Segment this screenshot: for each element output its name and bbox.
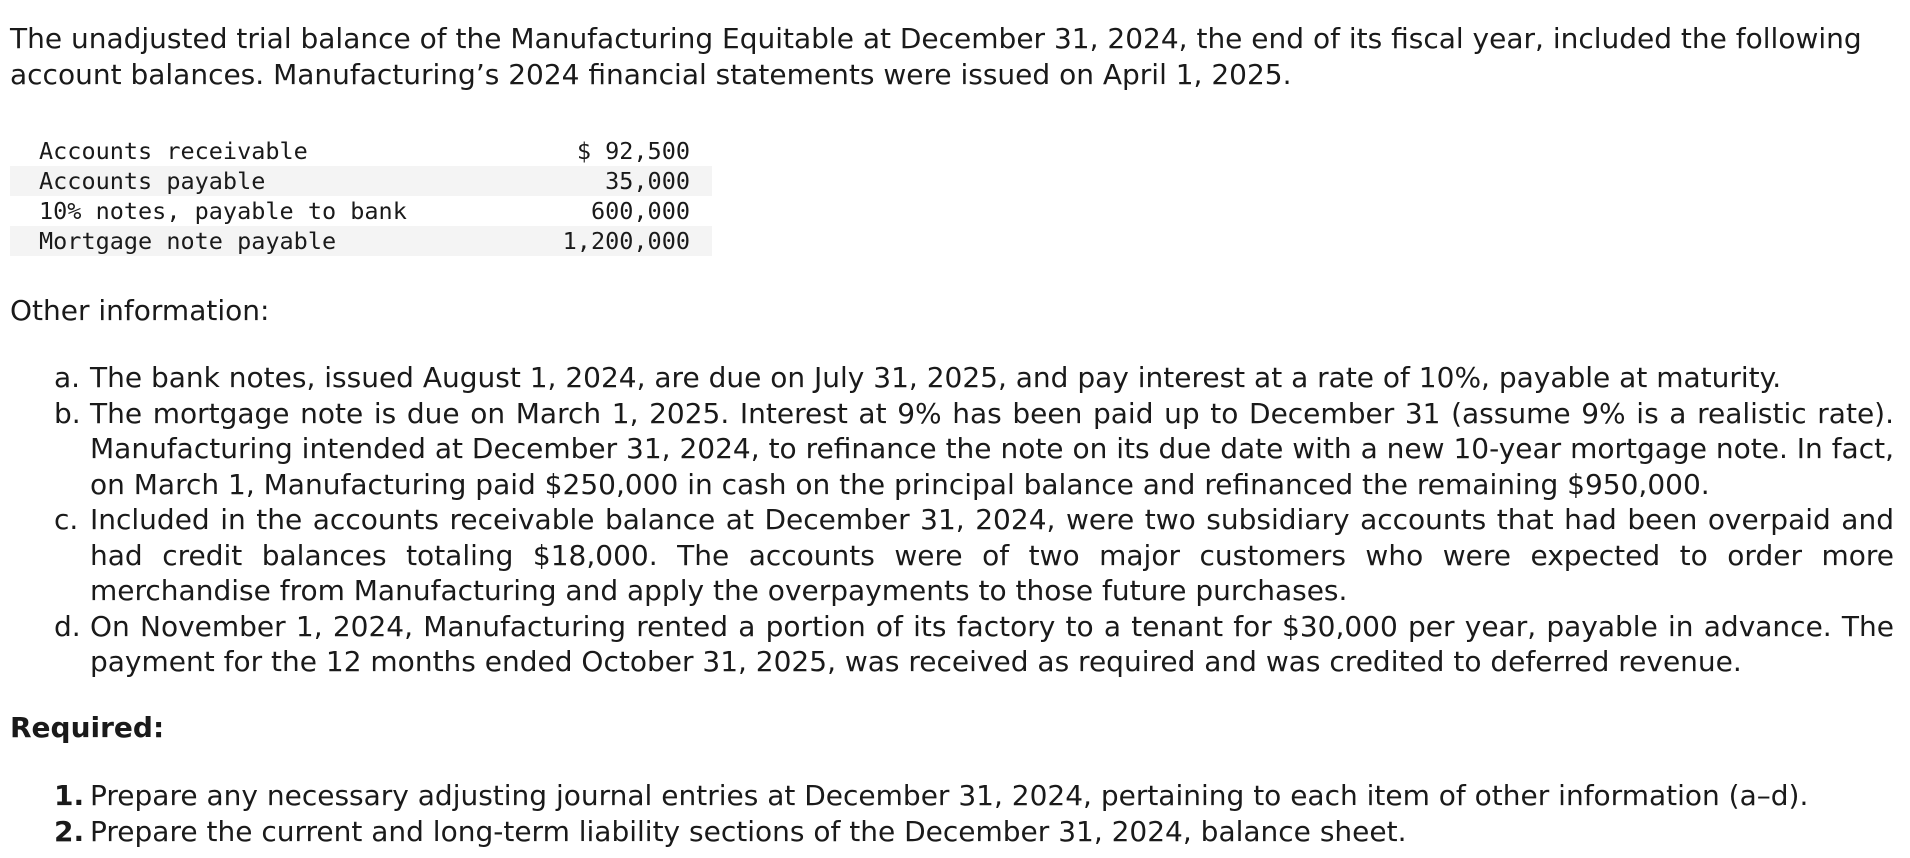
item-text: Included in the accounts receivable balance at December 31, 2024, were two subsidiary accounts that had been overpaid and had credit balances totaling $18,000. The accounts were of two major customers who were expected to order more merchandise from Manufacturing and apply the overpayments to those future purchases. <box>90 503 1894 607</box>
account-name: Accounts receivable <box>39 137 308 165</box>
item-marker: a. <box>54 361 81 394</box>
list-item <box>54 396 1894 503</box>
required-heading: Required: <box>10 711 165 744</box>
list-item <box>54 814 1894 850</box>
table-row <box>10 196 712 226</box>
requirements-list <box>54 778 1894 850</box>
requirement-number: 1. <box>54 779 85 812</box>
account-name: Accounts payable <box>10 166 520 196</box>
account-amount: $ 92,500 <box>576 137 690 165</box>
item-text: The mortgage note is due on March 1, 2025. Interest at 9% has been paid up to December 31 (assume 9% is a realistic rate). Manufacturing intended at December 31, 2024, to refinance the note on its due date with a new 10-year mortgage note. In fact, on March 1, Manufacturing paid $250,000 in cash on the principal balance and refinanced the remaining $950,000. <box>90 396 1894 501</box>
item-marker: c. <box>54 503 79 536</box>
table-row <box>10 226 712 256</box>
list-item <box>54 778 1894 814</box>
other-information-heading: Other information: <box>10 294 270 327</box>
account-amount: 600,000 <box>590 197 690 225</box>
table-row <box>10 136 712 166</box>
list-item <box>54 502 1894 609</box>
intro-paragraph: The unadjusted trial balance of the Manufacturing Equitable at December 31, 2024, the end of its fiscal year, included the following account balances. Manufacturing’s 2024 financial statements were issued on April 1, 2025. <box>10 22 1862 91</box>
requirement-text: Prepare any necessary adjusting journal entries at December 31, 2024, pertaining to each item of other information (a–d). <box>90 779 1809 812</box>
other-information-list <box>54 360 1894 680</box>
list-item <box>54 609 1894 680</box>
requirement-number: 2. <box>54 815 85 848</box>
item-text: On November 1, 2024, Manufacturing rented a portion of its factory to a tenant for $30,000 per year, payable in advance. The payment for the 12 months ended October 31, 2025, was received as required and was credited to deferred revenue. <box>90 609 1894 678</box>
account-name: Mortgage note payable <box>10 226 520 256</box>
list-item <box>54 360 1894 396</box>
account-amount: 1,200,000 <box>520 226 712 256</box>
requirement-text: Prepare the current and long-term liability sections of the December 31, 2024, balance sheet. <box>90 815 1407 848</box>
item-marker: b. <box>54 396 81 430</box>
trial-balance-table <box>10 136 712 256</box>
account-amount: 35,000 <box>520 166 712 196</box>
item-text: The bank notes, issued August 1, 2024, are due on July 31, 2025, and pay interest at a rate of 10%, payable at maturity. <box>90 361 1782 394</box>
account-name: 10% notes, payable to bank <box>39 197 407 225</box>
item-marker: d. <box>54 609 81 643</box>
table-row <box>10 166 712 196</box>
